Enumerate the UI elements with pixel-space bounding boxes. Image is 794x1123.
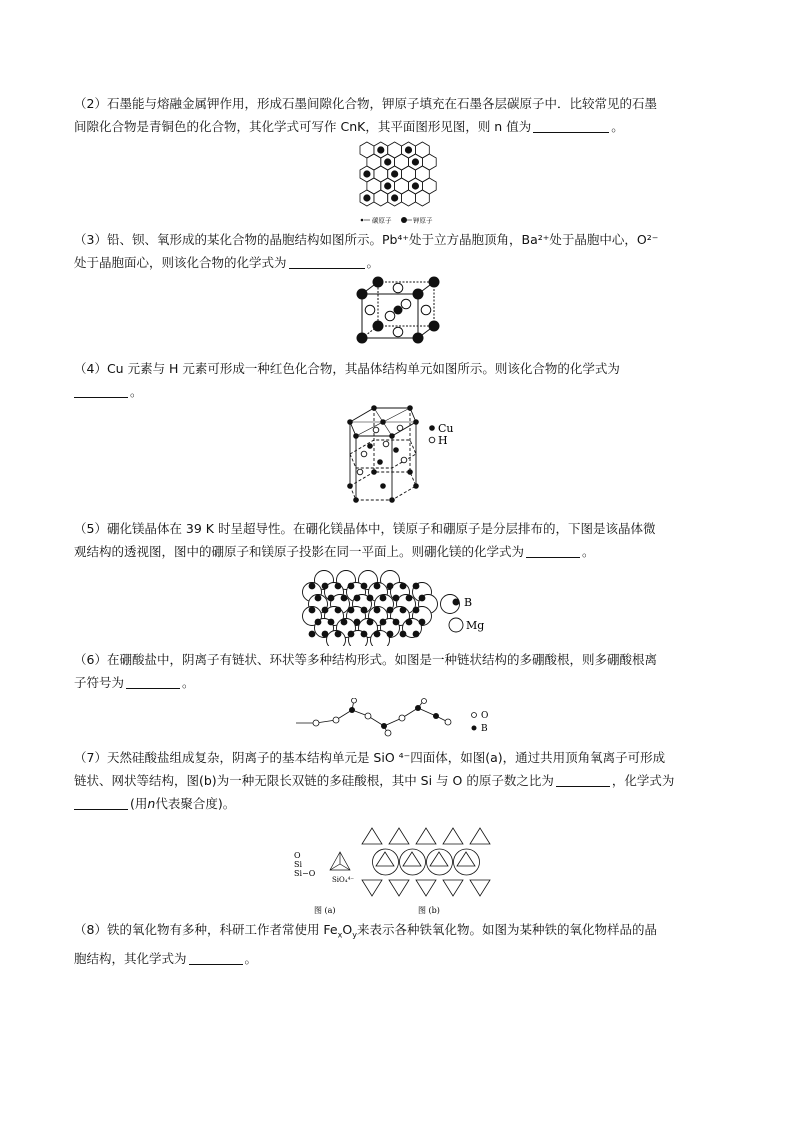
b-atom — [367, 619, 374, 626]
b-atom — [374, 583, 381, 590]
answer-blank[interactable] — [189, 950, 243, 965]
question-2-text: （2）石墨能与熔融金属钾作用，形成石墨间隙化合物，钾原子填充在石墨各层碳原子中．比较常见的石墨 间隙化合物是青铜色的化合物，其化学式可写作 CnK，其平面图形见图，则 n 值为 。 — [74, 96, 657, 134]
b-atom — [309, 607, 316, 614]
answer-blank[interactable] — [74, 383, 128, 398]
b-atom — [328, 619, 335, 626]
b-atom — [328, 595, 335, 602]
tetrahedron-top — [362, 828, 382, 844]
question-3-text: （3）铅、钡、氧形成的某化合物的晶胞结构如图所示。Pb⁴⁺处于立方晶胞顶角，Ba²⁺处于晶胞中心，O²⁻ 处于晶胞面心，则该化合物的化学式为 。 — [74, 232, 659, 270]
b-atom — [309, 631, 316, 638]
sio4-label: SiO₄⁴⁻ — [332, 876, 355, 884]
tetrahedron-top — [416, 828, 436, 844]
answer-blank[interactable] — [74, 795, 128, 810]
b-atom — [400, 607, 407, 614]
tetrahedron-bottom — [443, 880, 463, 896]
sio4-tetrahedron — [330, 852, 350, 870]
b-atom — [335, 631, 342, 638]
b-atom — [354, 595, 361, 602]
b-atom — [335, 583, 342, 590]
figure-legend — [429, 422, 453, 447]
cu-atoms — [347, 405, 419, 503]
perovskite-unit-cell — [352, 274, 442, 348]
silicate-figures — [290, 822, 510, 918]
legend-carbon: 碳原子 — [372, 216, 392, 225]
b-atom — [374, 631, 381, 638]
b-atom — [309, 583, 316, 590]
legend-sio: Si−O — [294, 869, 316, 878]
b-atom — [315, 595, 322, 602]
b-atom — [380, 595, 387, 602]
legend-o: O — [294, 851, 301, 860]
legend-si: Si — [294, 860, 303, 869]
tetrahedron-bottom — [470, 880, 490, 896]
b-atom — [367, 595, 374, 602]
answer-blank[interactable] — [556, 772, 610, 787]
caption-a: 图 (a) — [314, 906, 336, 915]
ba-center-atom — [394, 306, 403, 315]
b-atom — [341, 619, 348, 626]
b-atom — [341, 595, 348, 602]
potassium-atom — [412, 182, 419, 189]
b-atom — [413, 583, 420, 590]
chain-bonds — [296, 700, 448, 734]
potassium-atom — [391, 170, 398, 177]
tetrahedron-middle — [403, 852, 421, 866]
potassium-atom — [377, 146, 384, 153]
tetrahedron-middle — [430, 852, 448, 866]
potassium-atom — [363, 170, 370, 177]
tetrahedron-top — [470, 828, 490, 844]
tetrahedron-top — [389, 828, 409, 844]
legend-h: H — [438, 434, 448, 447]
legend-b: B — [464, 596, 473, 609]
b-atom — [361, 631, 368, 638]
potassium-atom — [363, 194, 370, 201]
tetrahedron-bottom — [389, 880, 409, 896]
question-6-text: （6）在硼酸盐中，阴离子有链状、环状等多种结构形式。如图是一种链状结构的多硼酸根，则多硼酸根离 子符号为 。 — [74, 652, 657, 690]
legend-b: B — [481, 724, 488, 734]
figure-legend — [472, 711, 489, 734]
caption-b: 图 (b) — [418, 906, 440, 915]
question-4-text: （4）Cu 元素与 H 元素可形成一种红色化合物，其晶体结构单元如图所示。则该化合物的化学式为 。 — [74, 361, 620, 399]
b-atom — [387, 607, 394, 614]
tetrahedron-middle — [457, 852, 475, 866]
tetrahedron-bottom — [416, 880, 436, 896]
b-atom — [380, 619, 387, 626]
cuh-hexagonal-cell — [330, 400, 460, 514]
legend-potassium: 钾原子 — [413, 216, 433, 225]
legend-cu: Cu — [438, 422, 454, 435]
b-atom — [322, 631, 329, 638]
potassium-atom — [384, 182, 391, 189]
b-atom — [354, 619, 361, 626]
potassium-atom — [384, 158, 391, 165]
b-atom — [400, 583, 407, 590]
tetrahedron-bottom — [362, 880, 382, 896]
question-7-text: （7）天然硅酸盐组成复杂，阴离子的基本结构单元是 SiO ⁴⁻四面体，如图(a)，通过共用顶角氧离子可形成 链状、网状等结构，图(b)为一种无限长双链的多硅酸根，其中 Si 与 O 的原子数之比为 ，化学式为 (用n代表聚合度)。 — [74, 750, 675, 811]
figure-legend — [361, 216, 433, 225]
b-atom — [393, 595, 400, 602]
potassium-atoms — [363, 146, 419, 201]
b-atom — [387, 631, 394, 638]
b-atom — [348, 607, 355, 614]
b-atom — [419, 619, 426, 626]
potassium-atom — [412, 158, 419, 165]
answer-blank[interactable] — [533, 118, 609, 133]
h-atoms — [357, 425, 407, 475]
polyborate-chain — [292, 698, 512, 738]
b-atom — [393, 619, 400, 626]
mgb2-layered-structure — [294, 570, 514, 646]
b-atom — [413, 631, 420, 638]
question-5-text: （5）硼化镁晶体在 39 K 时呈超导性。在硼化镁晶体中，镁原子和硼原子是分层排布的，下图是该晶体微 观结构的透视图，图中的硼原子和镁原子投影在同一平面上。则硼化镁的化学式为 。 — [74, 521, 656, 559]
figure-b-double-chain — [362, 828, 490, 896]
b-atom — [374, 607, 381, 614]
question-8-text: （8）铁的氧化物有多种，科研工作者常使用 $Fe_xO_y$来表示各种铁氧化物。如图为某种铁的氧化物样品的晶 胞结构，其化学式为 。 — [74, 922, 657, 966]
potassium-atom — [405, 146, 412, 153]
b-atom — [413, 607, 420, 614]
graphite-intercalation-figure — [352, 140, 442, 226]
figure-a — [294, 851, 354, 915]
carbon-hexagon — [374, 190, 388, 206]
answer-blank[interactable] — [289, 254, 365, 269]
tetrahedron-middle — [376, 852, 394, 866]
b-atom — [322, 583, 329, 590]
legend-o: O — [481, 711, 489, 721]
b-atoms — [349, 705, 439, 729]
b-atom — [361, 607, 368, 614]
b-atom — [335, 607, 342, 614]
b-atom — [406, 619, 413, 626]
o-atoms — [313, 698, 451, 736]
b-atom — [322, 607, 329, 614]
b-atom — [406, 595, 413, 602]
answer-blank[interactable] — [526, 543, 580, 558]
b-atom — [400, 631, 407, 638]
legend-mg: Mg — [466, 619, 485, 632]
potassium-atom — [391, 194, 398, 201]
b-atom — [348, 583, 355, 590]
b-atom — [419, 595, 426, 602]
b-atom — [361, 583, 368, 590]
answer-blank[interactable] — [126, 674, 180, 689]
tetrahedron-top — [443, 828, 463, 844]
figure-legend — [449, 596, 484, 632]
b-atom — [348, 631, 355, 638]
carbon-hexagon — [402, 190, 416, 206]
carbon-hexagon — [415, 190, 429, 206]
b-atom — [387, 583, 394, 590]
b-atom — [315, 619, 322, 626]
